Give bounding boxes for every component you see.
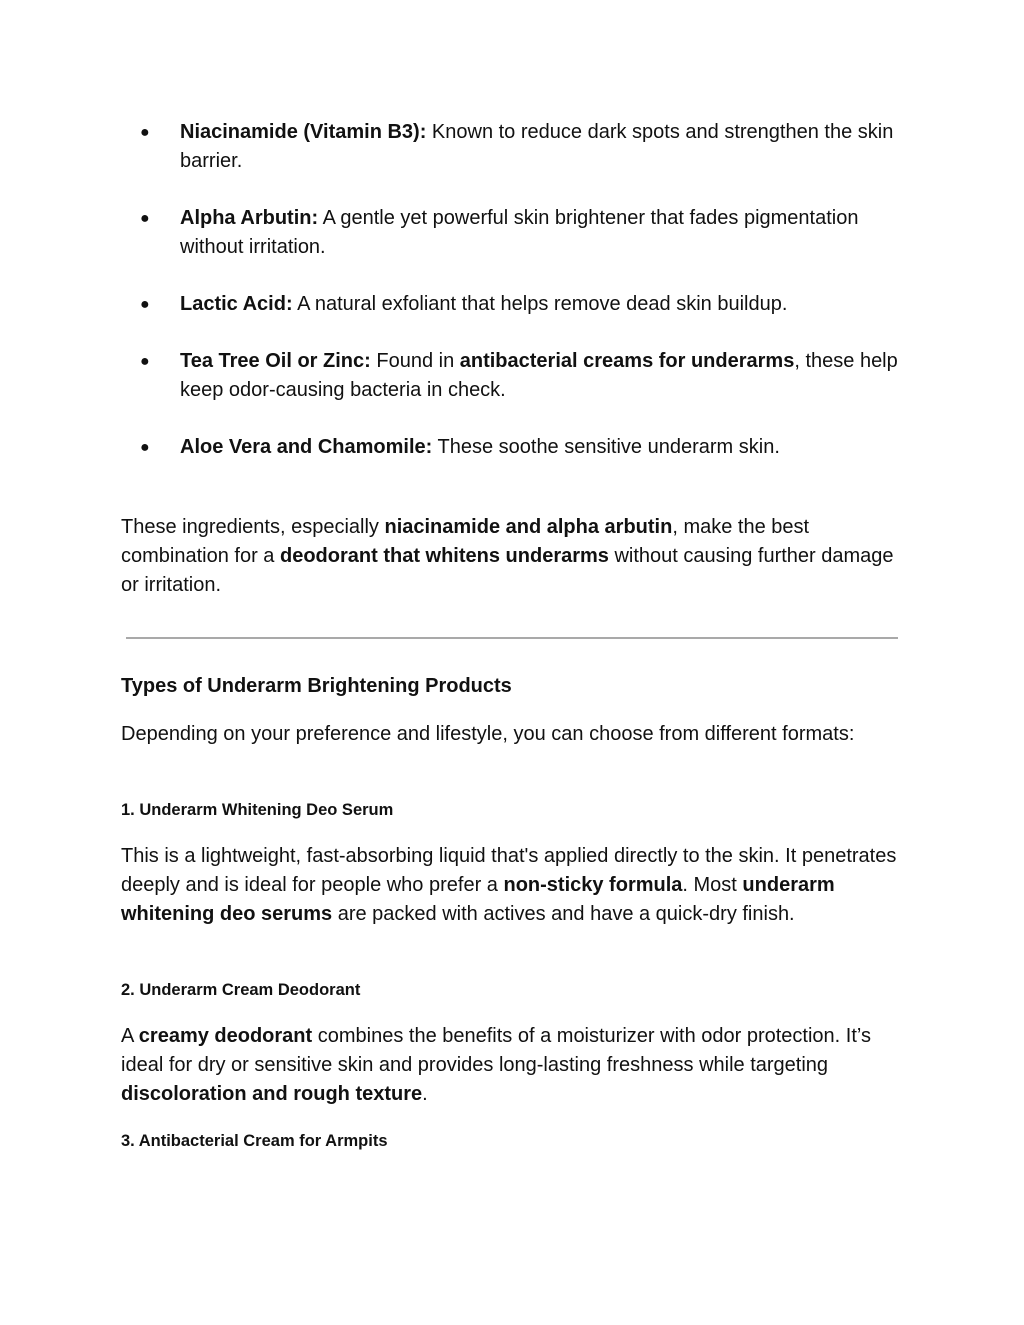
list-item xyxy=(140,118,900,176)
section-intro: Depending on your preference and lifestyle, you can choose from different formats: xyxy=(121,723,855,745)
serum-text: are packed with actives and have a quick-dry finish. xyxy=(332,903,795,925)
cream-emphasis: creamy deodorant xyxy=(138,1025,313,1047)
ingredient-emphasis: antibacterial creams for underarms xyxy=(459,350,795,372)
section-title: Types of Underarm Brightening Products xyxy=(121,675,512,697)
bullet-icon: ● xyxy=(140,439,150,456)
antibacterial-heading: 3. Antibacterial Cream for Armpits xyxy=(121,1132,388,1150)
cream-heading: 2. Underarm Cream Deodorant xyxy=(121,981,361,999)
serum-heading: 1. Underarm Whitening Deo Serum xyxy=(121,801,394,819)
ingredient-text: A gentle yet powerful skin brightener that fades pigmentation without irritation. xyxy=(180,207,859,258)
summary-paragraph xyxy=(121,513,911,600)
cream-text: A xyxy=(121,1025,139,1047)
bullet-icon: ● xyxy=(140,353,150,370)
ingredient-term: Aloe Vera and Chamomile: xyxy=(180,436,433,458)
cream-paragraph xyxy=(121,1022,901,1109)
ingredient-text: These soothe sensitive underarm skin. xyxy=(432,436,780,458)
summary-emphasis: niacinamide and alpha arbutin xyxy=(384,516,673,538)
serum-text: . Most xyxy=(682,874,743,896)
summary-text: without causing further damage or irritation. xyxy=(121,545,894,596)
list-item xyxy=(140,204,900,262)
serum-paragraph xyxy=(121,842,911,929)
cream-text: . xyxy=(422,1083,428,1105)
ingredient-text: Known to reduce dark spots and strengthen the skin barrier. xyxy=(180,121,894,172)
serum-emphasis: underarm whitening deo serums xyxy=(121,874,835,925)
bullet-icon: ● xyxy=(140,296,150,313)
summary-text: These ingredients, especially xyxy=(121,516,385,538)
cream-text: combines the benefits of a moisturizer with odor protection. It’s ideal for dry or sensitive skin and provides long-lasting freshness while targeting xyxy=(121,1025,871,1076)
list-item xyxy=(140,290,900,319)
summary-text: , make the best combination for a xyxy=(121,516,810,567)
ingredient-term: Niacinamide (Vitamin B3): xyxy=(180,121,427,143)
ingredient-text: Found in xyxy=(370,350,460,372)
ingredient-text-tail: , these help keep odor-causing bacteria in check. xyxy=(180,350,898,401)
list-item xyxy=(140,433,900,462)
cream-emphasis: discoloration and rough texture xyxy=(121,1083,423,1105)
ingredient-text: A natural exfoliant that helps remove dead skin buildup. xyxy=(292,293,788,315)
ingredient-term: Tea Tree Oil or Zinc: xyxy=(180,350,371,372)
ingredient-list xyxy=(140,118,900,490)
list-item xyxy=(140,347,900,405)
serum-text: This is a lightweight, fast-absorbing liquid that's applied directly to the skin. It penetrates deeply and is ideal for people who prefer a xyxy=(121,845,897,896)
serum-emphasis: non-sticky formula xyxy=(503,874,683,896)
bullet-icon: ● xyxy=(140,124,150,141)
ingredient-term: Alpha Arbutin: xyxy=(180,207,319,229)
bullet-icon: ● xyxy=(140,210,150,227)
ingredient-term: Lactic Acid: xyxy=(180,293,293,315)
summary-emphasis: deodorant that whitens underarms xyxy=(279,545,609,567)
horizontal-divider xyxy=(126,637,898,639)
